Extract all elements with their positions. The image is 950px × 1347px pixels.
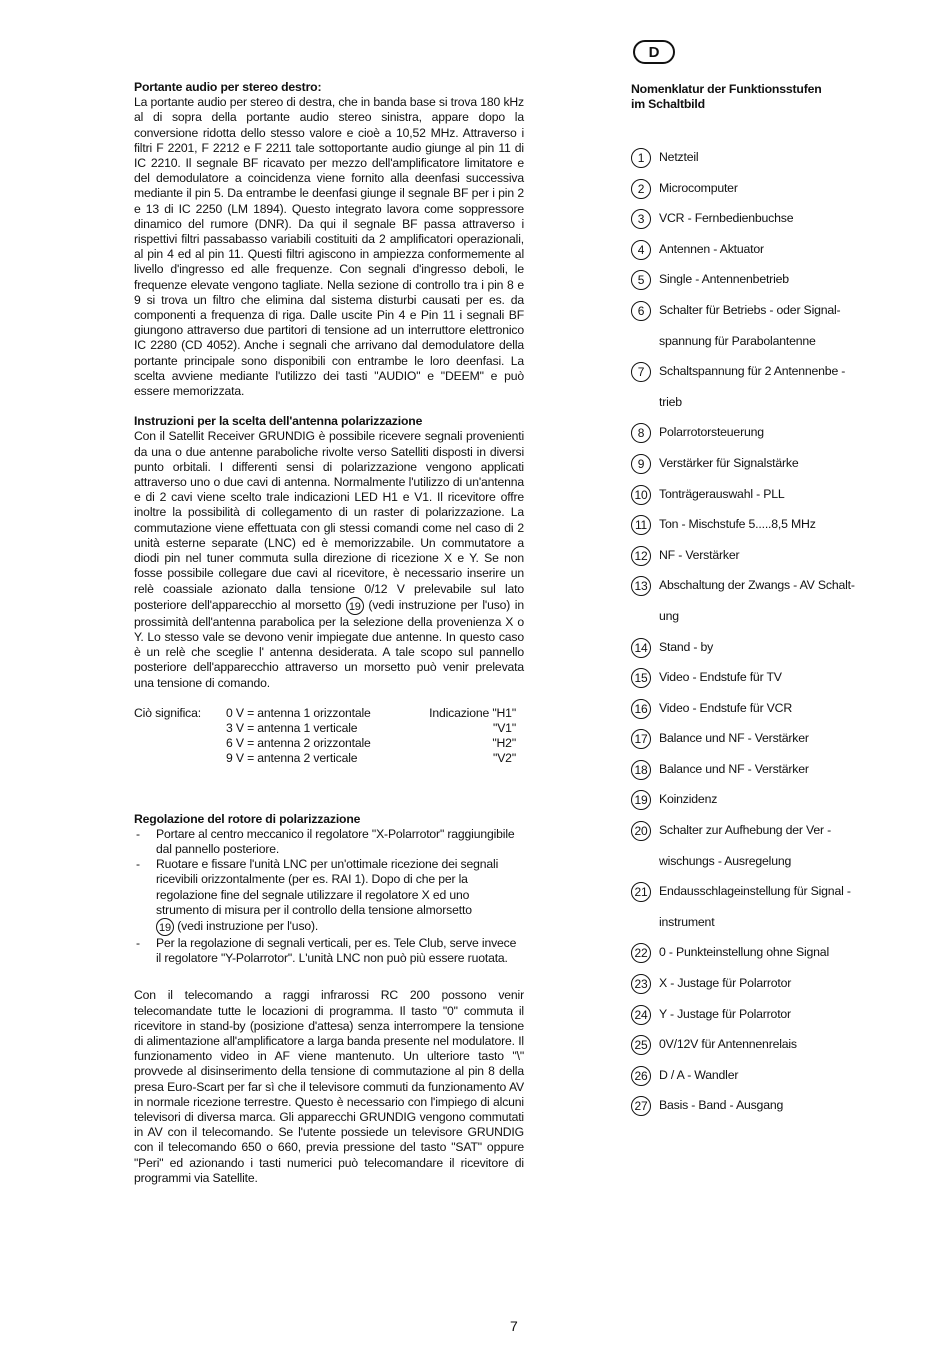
number-circle-icon: 15	[631, 668, 651, 688]
list-item-label: Endausschlageinstellung für Signal -	[659, 884, 851, 899]
number-circle-icon: 17	[631, 729, 651, 749]
number-circle-icon: 18	[631, 760, 651, 780]
list-item	[631, 264, 891, 295]
number-circle-icon: 6	[631, 301, 651, 321]
meaning-indication: "V2"	[493, 751, 516, 766]
number-circle-icon: 21	[631, 882, 651, 902]
number-circle-icon: 4	[631, 240, 651, 260]
list-item-label: 0 - Punkteinstellung ohne Signal	[659, 945, 829, 960]
list-item	[631, 723, 891, 754]
list-item	[631, 754, 891, 785]
list-item-label: Tonträgerauswahl - PLL	[659, 486, 785, 501]
list-item	[631, 999, 891, 1030]
list-item-label: Single - Antennenbetrieb	[659, 272, 789, 287]
list-item-label: Antennen - Aktuator	[659, 241, 764, 256]
list-item	[631, 968, 891, 999]
number-circle-icon: 24	[631, 1005, 651, 1025]
list-item-label: VCR - Fernbedienbuchse	[659, 211, 794, 226]
number-circle-icon: 25	[631, 1035, 651, 1055]
antenna-text-after: (vedi instruzione per l'uso) in prossimità dell'antenna parabolica per la selezione della provenienza X o Y. Lo stesso vale se devono venir impiegate due antenne. In questo caso è un relè che sceglie l' antenna desiderata. A tale scopo sul pannello posteriore dell'apparecchio attraverso un morsetto può venir prelevata una tensione di comando.	[134, 597, 524, 690]
list-item-label: Koinzidenz	[659, 792, 718, 807]
list-item	[631, 662, 891, 693]
number-circle-icon: 3	[631, 209, 651, 229]
meaning-value: 9 V = antenna 2 verticale	[226, 751, 358, 766]
list-item	[631, 295, 891, 356]
list-item-label: Balance und NF - Verstärker	[659, 731, 809, 746]
meaning-label: Ciò significa:	[134, 705, 201, 720]
list-item	[631, 540, 891, 571]
antenna-text-before: Con il Satellit Receiver GRUNDIG è possibile ricevere segnali provenienti da una o due antenne paraboliche rivolte verso Satelliti disposti in diversi punto orbitali. I differenti sensi di polarizzazione vengono applicati attraverso uno o due cavi di antenna. Normalmente l'utilizzo di un'antenna e di 2 cavi viene scelto trale indicazioni LED H1 e V1. Il ricevitore offre inoltre la possibilità di collegamento di un raster di polarizzazione. La commutazione viene effettuata con gli stessi comandi come nel caso di 2 unità esterne separate (LNC) ed è memorizzabile. Un commutatore a diodi pin nel tuner commuta sulla direzione di ricezione X e Y. Se non fosse possibile collegare due cavi al ricevitore, è necessario inserire un relè coassiale azionato dalla tensione 0/12 V prelevabile sul lato posteriore dell'apparecchio al morsetto	[134, 429, 524, 612]
list-item	[631, 173, 891, 204]
terminal-19-icon: 19	[346, 597, 364, 615]
meaning-value: 3 V = antenna 1 verticale	[226, 720, 358, 735]
list-item-label: Y - Justage für Polarrotor	[659, 1006, 791, 1021]
list-item-label: Verstärker für Signalstärke	[659, 455, 799, 470]
list-item-continuation: ung	[659, 608, 679, 623]
number-circle-icon: 11	[631, 515, 651, 535]
list-item	[631, 203, 891, 234]
list-item	[631, 815, 891, 876]
number-circle-icon: 5	[631, 270, 651, 290]
list-item	[631, 448, 891, 479]
number-circle-icon: 14	[631, 638, 651, 658]
list-item-label: NF - Verstärker	[659, 547, 740, 562]
list-item	[631, 1029, 891, 1060]
number-circle-icon: 13	[631, 576, 651, 596]
list-item-label: D / A - Wandler	[659, 1067, 739, 1082]
nomenclature-title: Nomenklatur der Funktionsstufen im Schaltbild	[631, 82, 822, 111]
list-item-label: 0V/12V für Antennenrelais	[659, 1037, 797, 1052]
list-item-label: Stand - by	[659, 639, 714, 654]
nomenclature-list	[631, 142, 891, 1121]
section-heading-stereo-right: Portante audio per stereo destro:	[134, 80, 322, 94]
meaning-indication: Indicazione "H1"	[429, 705, 516, 720]
list-item-label: Ton - Mischstufe 5.....8,5 MHz	[659, 517, 816, 532]
italian-text-column	[134, 80, 524, 1186]
list-item	[631, 876, 891, 937]
number-circle-icon: 20	[631, 821, 651, 841]
list-item	[631, 234, 891, 265]
number-circle-icon: 19	[631, 790, 651, 810]
meaning-indication: "H2"	[492, 736, 516, 751]
list-item	[631, 142, 891, 173]
list-item	[631, 784, 891, 815]
list-item	[631, 479, 891, 510]
section-body-antenna-polarization	[134, 429, 524, 690]
list-item-continuation: wischungs - Ausregelung	[659, 853, 792, 868]
number-circle-icon: 23	[631, 974, 651, 994]
rotor-adjustment-steps	[134, 827, 524, 967]
list-item-continuation: spannung für Parabolantenne	[659, 333, 816, 348]
list-item-label: Basis - Band - Ausgang	[659, 1098, 784, 1113]
list-item-label: Microcomputer	[659, 180, 738, 195]
terminal-19-icon: 19	[156, 918, 174, 936]
list-item	[631, 356, 891, 417]
number-circle-icon: 9	[631, 454, 651, 474]
list-item-label: Schalter für Betriebs - oder Signal-	[659, 302, 841, 317]
meaning-indication: "V1"	[493, 720, 516, 735]
list-item	[631, 1060, 891, 1091]
list-item-label: Netzteil	[659, 150, 699, 164]
number-circle-icon: 7	[631, 362, 651, 382]
list-item	[631, 1090, 891, 1121]
list-item	[631, 570, 891, 631]
language-badge-icon: D	[633, 40, 675, 64]
list-item	[631, 632, 891, 663]
number-circle-icon: 8	[631, 423, 651, 443]
list-item-label: Video - Endstufe für VCR	[659, 700, 793, 715]
section-body-stereo-right: La portante audio per stereo di destra, che in banda base si trova 180 kHz al di sopra della portante audio stereo sinistra, appare dopo la conversione ridotta dello stesso valore e cioè a 10,52 MHz. Attraverso i filtri F 2201, F 2212 e F 2211 tale sottoportante audio giunge al pin 11 di IC 2210. Il segnale BF ricavato per mezzo dell'amplificatore limitatore e del demodulatore a coincidenza viene fornito alla deenfasi successiva mediante il pin 5. Da entrambe le deenfasi giunge il segnale BF per i pin 2 e 13 di IC 2250 (LM 1894). Questo integrato lavora come soppressore dinamico del rumore (DNR). Da qui il segnale BF passa attraverso i rispettivi filtri passabasso variabili costituiti da 2 amplificatori operazionali, al pin 4 ed al pin 11. Questi filtri agiscono in ampiezza conformemente al livello d'ingresso ed alle frequenze. Con segnali d'ingresso deboli, le frequenze elevate vengono tagliate. Nella sezione di controllo tra i pin 8 e 9 si trova un filtro che elimina dal sistema disturbi causati per es. da componenti a frequenza di riga. Dalle uscite Pin 4 e Pin 11 i segnali BF giungono attraverso due partitori di tensione ad un interruttore elettronico IC 2280 (CD 4052). Anche i segnali che arrivano dal demodulatore della portante principale sono disponibili con entrambe le loro deenfasi. La scelta avviene mediante l'utilizzo dei tasti "AUDIO" e "DEEM" e può essere memorizzata.	[134, 95, 524, 399]
list-item	[631, 509, 891, 540]
number-circle-icon: 26	[631, 1066, 651, 1086]
list-item-label: X - Justage für Polarrotor	[659, 976, 792, 991]
list-item: - Portare al centro meccanico il regolatore "X-Polarrotor" raggiungibile dal pannello posteriore.	[134, 827, 524, 857]
list-item: - Per la regolazione di segnali verticali, per es. Tele Club, serve invece il regolatore "Y-Polarrotor". L'unità LNC non può più essere ruotata.	[134, 936, 524, 966]
number-circle-icon: 10	[631, 485, 651, 505]
nomenclature-column	[631, 40, 891, 1121]
list-item	[631, 417, 891, 448]
list-item-label: Schaltspannung für 2 Antennenbe -	[659, 364, 846, 379]
number-circle-icon: 22	[631, 943, 651, 963]
list-item-label: Abschaltung der Zwangs - AV Schalt-	[659, 578, 855, 593]
list-item-label: Balance und NF - Verstärker	[659, 761, 809, 776]
page-number: 7	[510, 1318, 518, 1334]
number-circle-icon: 1	[631, 148, 651, 168]
list-item	[631, 693, 891, 724]
number-circle-icon: 27	[631, 1096, 651, 1116]
list-item-continuation: trieb	[659, 394, 682, 409]
meaning-value: 0 V = antenna 1 orizzontale	[226, 705, 371, 720]
number-circle-icon: 2	[631, 179, 651, 199]
voltage-meaning-table	[134, 706, 524, 767]
meaning-value: 6 V = antenna 2 orizzontale	[226, 736, 371, 751]
section-heading-antenna-polarization: Instruzioni per la scelta dell'antenna polarizzazione	[134, 414, 423, 429]
list-item-label: Polarrotorsteuerung	[659, 425, 764, 440]
section-heading-rotor-adjustment: Regolazione del rotore di polarizzazione	[134, 811, 361, 826]
number-circle-icon: 16	[631, 699, 651, 719]
number-circle-icon: 12	[631, 546, 651, 566]
list-item	[631, 937, 891, 968]
section-body-remote-control: Con il telecomando a raggi infrarossi RC 200 possono venir telecomandate tutte le locazioni di programma. Il tasto "0" commuta il ricevitore in stand-by (posizione d'attesa) senza interrompere la tensione di alimentazione all'amplificatore a larga banda presente nel modulatore. Il funzionamento video in AF viene mantenuto. Un ulteriore tasto "\" provvede al disinserimento della tensione di commutazione al pin 8 della presa Euro-Scart per far sì che il televisore commuti da funzionamento AV in normale ricezione terrestre. Questo è necessario con l'impiego di alcuni televisori di diversa marca. Gli apparecchi GRUNDIG vengono commutati in AV con il telecomando. Se l'utente possiede un televisore GRUNDIG con il telecomando 650 o 660, previa pressione del tasto "SAT" oppure "Peri" ed azionando i tasti numerici può telecomandare il ricevitore di programmi via Satellite.	[134, 988, 524, 1185]
list-item: - Ruotare e fissare l'unità LNC per un'ottimale ricezione dei segnali ricevibili orizzontalmente (per es. RAI 1). Dopo di che per la regolazione fine del segnale utilizzare il regolatore X ed uno strumento di misura per il controllo della tensione almorsetto 19 (vedi instruzione per l'uso).	[134, 857, 524, 936]
list-item-label: Schalter zur Aufhebung der Ver -	[659, 823, 832, 838]
list-item-continuation: instrument	[659, 914, 715, 929]
list-item-label: Video - Endstufe für TV	[659, 670, 782, 685]
